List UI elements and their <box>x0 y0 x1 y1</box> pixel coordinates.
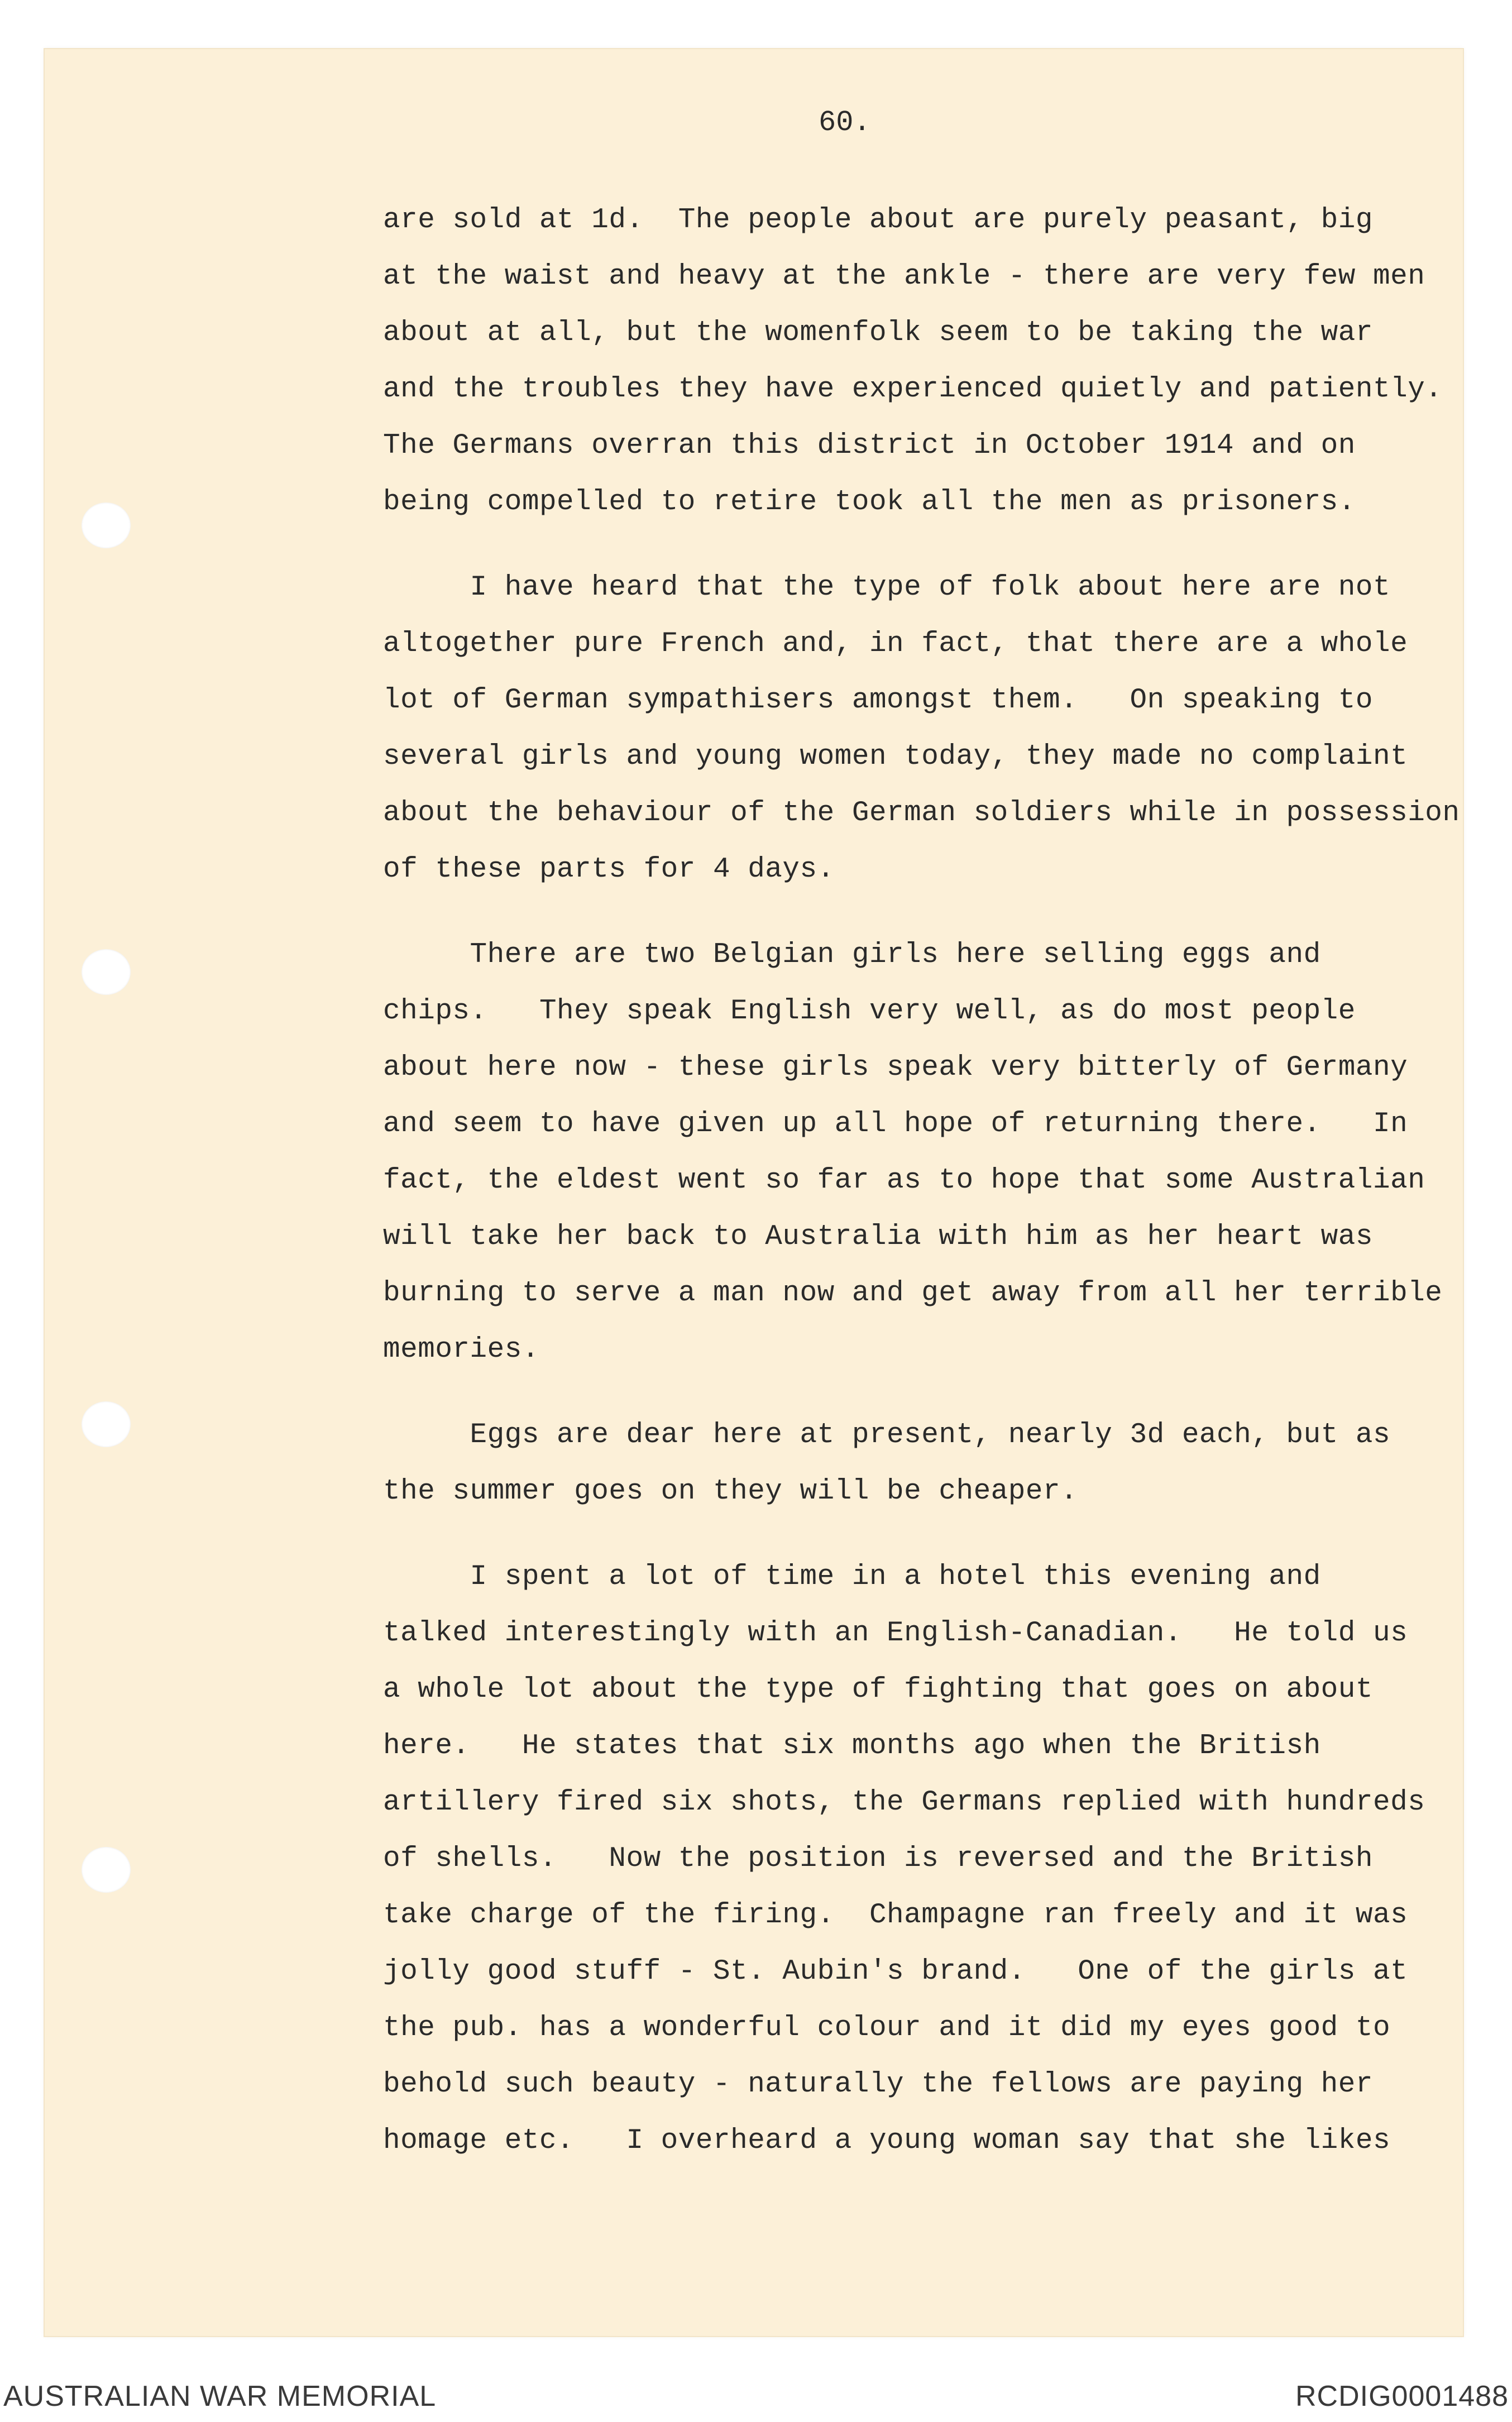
text-line: talked interestingly with an English-Canadian. He told us <box>383 1617 1408 1649</box>
text-line: artillery fired six shots, the Germans replied with hundreds <box>383 1787 1425 1818</box>
paragraph <box>383 192 1460 530</box>
text-line: a whole lot about the type of fighting that goes on about <box>383 1674 1373 1706</box>
record-id: RCDIG0001488 <box>1295 2380 1509 2413</box>
text-line: chips. They speak English very well, as do most people <box>383 995 1356 1027</box>
text-line: at the waist and heavy at the ankle - there are very few men <box>383 261 1425 293</box>
punch-hole <box>82 1401 131 1447</box>
text-line: and seem to have given up all hope of returning there. In <box>383 1108 1408 1140</box>
institution-label: AUSTRALIAN WAR MEMORIAL <box>3 2380 437 2413</box>
punch-hole <box>82 949 131 995</box>
text-line: Eggs are dear here at present, nearly 3d each, but as <box>383 1419 1391 1451</box>
text-line: take charge of the firing. Champagne ran freely and it was <box>383 1899 1408 1931</box>
text-line: altogether pure French and, in fact, that there are a whole <box>383 628 1408 660</box>
text-line: memories. <box>383 1334 539 1366</box>
text-line: of these parts for 4 days. <box>383 854 835 885</box>
text-line: about here now - these girls speak very bitterly of Germany <box>383 1052 1408 1084</box>
typed-text-body <box>383 192 1460 2198</box>
text-line: about at all, but the womenfolk seem to be taking the war <box>383 317 1373 349</box>
punch-hole <box>82 502 131 548</box>
text-line: will take her back to Australia with him as her heart was <box>383 1221 1373 1253</box>
text-line: here. He states that six months ago when the British <box>383 1730 1321 1762</box>
text-line: lot of German sympathisers amongst them. On speaking to <box>383 685 1373 716</box>
text-line: and the troubles they have experienced quietly and patiently. <box>383 374 1443 405</box>
text-line: the pub. has a wonderful colour and it did my eyes good to <box>383 2012 1391 2044</box>
paragraph <box>383 559 1460 898</box>
page-number: 60. <box>819 106 871 139</box>
text-line: are sold at 1d. The people about are purely peasant, big <box>383 204 1373 236</box>
text-line: fact, the eldest went so far as to hope that some Australian <box>383 1165 1425 1196</box>
text-line: of shells. Now the position is reversed and the British <box>383 1843 1373 1875</box>
paragraph <box>383 927 1460 1378</box>
text-line: I have heard that the type of folk about here are not <box>383 572 1391 604</box>
text-line: jolly good stuff - St. Aubin's brand. One of the girls at <box>383 1956 1408 1988</box>
text-line: behold such beauty - naturally the fellows are paying her <box>383 2069 1373 2100</box>
paragraph <box>383 1549 1460 2169</box>
text-line: several girls and young women today, they made no complaint <box>383 741 1408 773</box>
text-line: being compelled to retire took all the men as prisoners. <box>383 486 1356 518</box>
text-line: burning to serve a man now and get away from all her terrible <box>383 1277 1443 1309</box>
text-line: The Germans overran this district in October 1914 and on <box>383 430 1356 462</box>
text-line: I spent a lot of time in a hotel this evening and <box>383 1561 1321 1593</box>
text-line: the summer goes on they will be cheaper. <box>383 1476 1078 1507</box>
text-line: about the behaviour of the German soldiers while in possession <box>383 797 1460 829</box>
punch-hole <box>82 1847 131 1893</box>
text-line: homage etc. I overheard a young woman say that she likes <box>383 2125 1391 2157</box>
paragraph <box>383 1407 1460 1520</box>
text-line: There are two Belgian girls here selling eggs and <box>383 939 1321 971</box>
